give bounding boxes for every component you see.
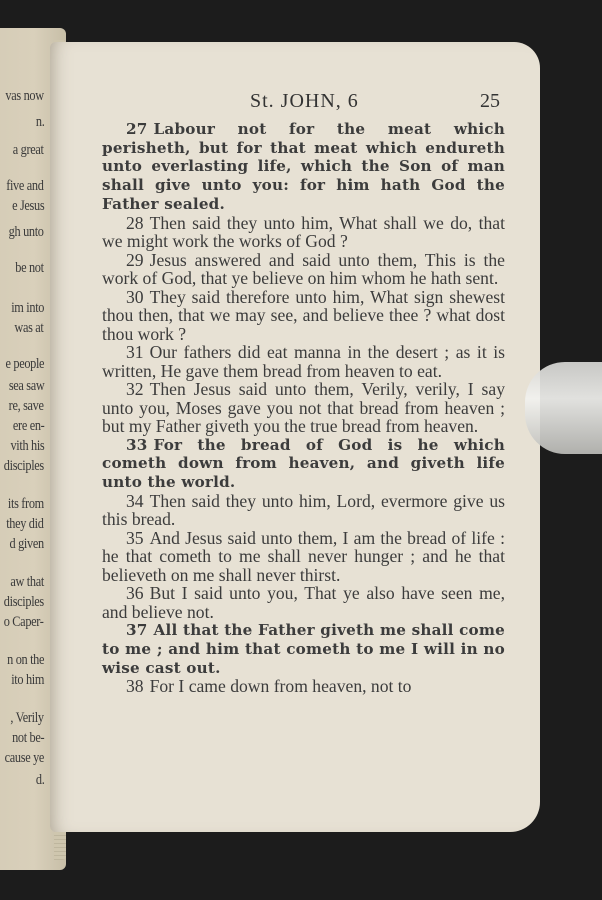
left-page-fragment: disciples xyxy=(3,458,44,474)
verse-38 xyxy=(102,677,505,696)
verse-text: All that the Father giveth me shall come to me ; and him that cometh to me I will in no wise cast out. xyxy=(102,621,505,677)
page-clip xyxy=(525,362,602,454)
verse-number: 37 xyxy=(126,621,148,640)
left-page-fragment: re, save xyxy=(9,398,44,414)
left-page-fragment: its from xyxy=(8,496,44,512)
scripture-text xyxy=(102,120,505,696)
left-page-fragment: vith his xyxy=(10,438,44,454)
left-page-fragment: d given xyxy=(9,536,44,552)
verse-number: 38 xyxy=(126,676,144,697)
left-page-fragment: , Verily xyxy=(10,710,44,726)
verse-number: 29 xyxy=(126,249,144,270)
left-page-fragment: sea saw xyxy=(8,378,44,394)
verse-34 xyxy=(102,492,505,529)
left-page-fragment: n on the xyxy=(6,652,44,668)
left-page-fragment: disciples xyxy=(3,594,44,610)
verse-number: 35 xyxy=(126,527,144,548)
left-page-fragment: they did xyxy=(6,516,44,532)
verse-32 xyxy=(102,380,505,436)
left-page-fragment: ito him xyxy=(11,672,44,688)
left-page-fragment: ere en- xyxy=(12,418,44,434)
verse-text: Then said they unto him, What shall we do, that we might work the works of God ? xyxy=(102,212,505,252)
running-header xyxy=(50,90,540,116)
verse-text: Our fathers did eat manna in the desert ; as it is written, He gave them bread from heaven to eat. xyxy=(102,342,505,381)
verse-number: 27 xyxy=(126,120,148,138)
left-page-fragment: o Caper- xyxy=(4,614,44,630)
left-page-fragment: not be- xyxy=(11,730,44,746)
page-title: St. JOHN, 6 xyxy=(250,90,359,112)
verse-number: 33 xyxy=(126,435,148,454)
left-page-fragment: e Jesus xyxy=(11,198,44,214)
verse-text: Labour not for the meat which perisheth, but for that meat which endureth unto everlasting life, which the Son of man shall give unto you: for him hath God the Father sealed. xyxy=(102,120,505,213)
left-page-fragment: gh unto xyxy=(9,224,44,240)
left-page-fragment: aw that xyxy=(10,574,44,590)
verse-33 xyxy=(102,436,505,492)
page-number: 25 xyxy=(480,90,500,112)
verse-number: 31 xyxy=(126,342,144,363)
left-page-fragment: vas now xyxy=(5,88,44,104)
left-page-fragment: e people xyxy=(5,356,44,372)
verse-number: 30 xyxy=(126,286,144,307)
verse-36 xyxy=(102,584,505,621)
verse-29 xyxy=(102,251,505,288)
verse-30 xyxy=(102,288,505,344)
verse-31 xyxy=(102,343,505,380)
verse-number: 36 xyxy=(126,583,144,604)
verse-text: But I said unto you, That ye also have seen me, and believe not. xyxy=(102,583,505,622)
left-page-fragment: cause ye xyxy=(4,750,44,766)
verse-27 xyxy=(102,120,505,214)
verse-number: 28 xyxy=(126,212,144,233)
left-page-fragment: be not xyxy=(15,260,44,276)
verse-number: 32 xyxy=(126,379,144,400)
verse-text: Then said they unto him, Lord, evermore give us this bread. xyxy=(102,490,505,530)
left-page-fragment: five and xyxy=(6,178,44,194)
verse-number: 34 xyxy=(126,490,144,511)
verse-37 xyxy=(102,621,505,677)
left-page-fragment: im into xyxy=(11,300,44,316)
left-page-fragment: d. xyxy=(35,772,44,788)
verse-text: For I came down from heaven, not to xyxy=(149,676,412,697)
left-page-fragment: a great xyxy=(13,142,44,158)
verse-text: For the bread of God is he which cometh down from heaven, and giveth life unto the world. xyxy=(102,435,505,491)
verse-text: And Jesus said unto them, I am the bread of life : he that cometh to me shall never hunger ; and he that believeth on me shall never thirst. xyxy=(102,527,505,585)
verse-text: Jesus answered and said unto them, This is the work of God, that ye believe on him whom he hath sent. xyxy=(102,249,505,289)
verse-35 xyxy=(102,529,505,585)
verse-text: Then Jesus said unto them, Verily, verily, I say unto you, Moses gave you not that bread from heaven ; but my Father giveth you the true bread from heaven. xyxy=(102,379,505,437)
left-page-fragment: n. xyxy=(35,114,44,130)
current-page xyxy=(50,42,540,832)
verse-text: They said therefore unto him, What sign shewest thou then, that we may see, and believe thee ? what dost thou work ? xyxy=(102,286,505,344)
left-page-fragment: was at xyxy=(14,320,44,336)
verse-28 xyxy=(102,214,505,251)
